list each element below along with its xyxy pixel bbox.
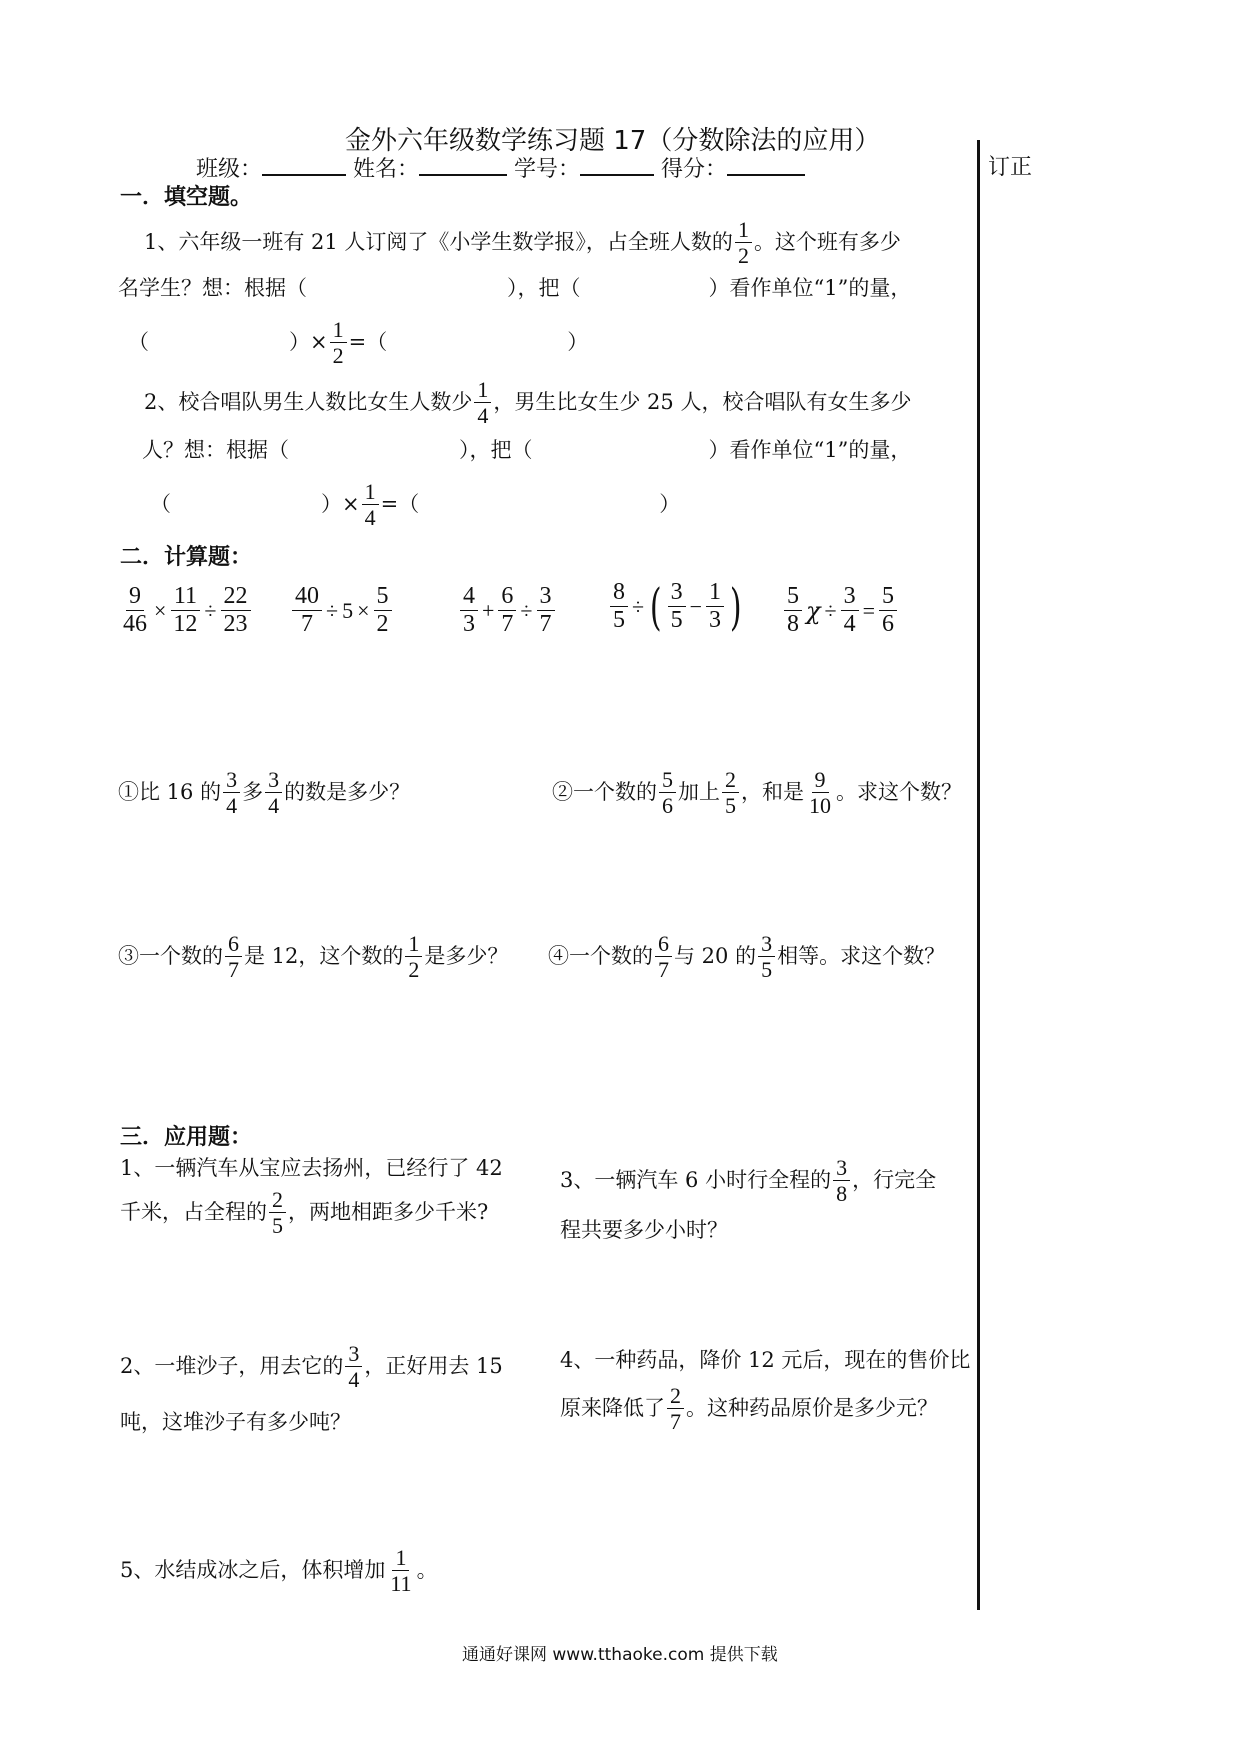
frac-num: 40 [292, 584, 322, 611]
section1-heading: 一．填空题。 [120, 185, 253, 210]
frac-den: 7 [539, 611, 552, 638]
left-paren: ( [649, 577, 662, 636]
aq5-text-b: 。 [416, 1558, 438, 1583]
frac-den: 46 [123, 611, 147, 638]
s1-q1-text-b: 。这个班有多少 [753, 230, 901, 255]
frac-num: 3 [345, 1342, 362, 1367]
frac-den: 5 [613, 607, 625, 634]
p3-text-c: 是多少？ [424, 944, 509, 969]
frac-num: 1 [392, 1546, 409, 1571]
frac-den: 5 [272, 1213, 283, 1239]
frac-den: 5 [670, 607, 683, 634]
s1-q1-line3 [128, 318, 588, 367]
name-label: 姓名： [353, 157, 420, 182]
frac-den: 5 [725, 793, 736, 819]
frac-num: 1 [362, 480, 379, 505]
frac-den: 4 [477, 403, 489, 429]
calc-expr-5 [782, 584, 899, 637]
frac-num: 3 [833, 1156, 850, 1181]
frac-den: 2 [737, 243, 749, 269]
frac-num: 6 [225, 932, 242, 957]
s1-q1-l3a: （ [128, 330, 149, 355]
frac-den: 7 [670, 1409, 681, 1435]
app-q2-line1 [120, 1342, 503, 1391]
problem-2 [552, 768, 962, 817]
p2-text-b: 加上 [678, 780, 720, 805]
frac-num: 9 [126, 584, 144, 611]
frac-den: 4 [364, 505, 376, 531]
aq2-text-b: ，正好用去 15 [364, 1354, 503, 1379]
frac-num: 22 [221, 584, 251, 611]
class-blank[interactable] [262, 156, 346, 176]
s1-q2-text-a: 2、校合唱队男生人数比女生人数少 [144, 390, 473, 415]
frac-den: 5 [761, 957, 773, 983]
frac-den: 7 [228, 957, 239, 983]
number-blank[interactable] [580, 156, 654, 176]
frac-num: 1 [405, 932, 422, 957]
operator: ÷ [326, 597, 339, 623]
fraction [474, 378, 491, 427]
frac-num: 5 [784, 584, 802, 611]
p1-text-c: 的数是多少？ [284, 780, 411, 805]
frac-den: 2 [376, 611, 389, 638]
section3-heading: 三．应用题： [120, 1125, 253, 1150]
score-label: 得分： [661, 157, 728, 182]
variable-x: χ [806, 596, 821, 625]
footer-credit: 通通好课网 www.tthaoke.com 提供下载 [462, 1645, 778, 1665]
app-q1-line1: 1、一辆汽车从宝应去扬州，已经行了 42 [120, 1156, 503, 1180]
problem-4 [548, 932, 945, 981]
frac-den: 3 [709, 607, 722, 634]
student-info-row [196, 152, 805, 183]
p4-text-c: 相等。求这个数？ [777, 944, 946, 969]
frac-den: 2 [332, 343, 344, 369]
frac-den: 7 [658, 957, 669, 983]
app-q3-line2: 程共要多少小时？ [560, 1218, 728, 1242]
operator: − [689, 593, 703, 619]
frac-num: 1 [474, 378, 491, 403]
operator: = [862, 597, 876, 623]
s1-q1-l3d: ） [567, 330, 589, 355]
frac-den: 7 [301, 611, 313, 638]
operator: ÷ [632, 593, 645, 619]
operator: × [154, 597, 167, 623]
aq1-text-a: 千米，占全程的 [120, 1200, 267, 1225]
frac-den: 6 [882, 611, 895, 638]
s1-q2-l3d: ） [659, 492, 681, 517]
frac-num: 11 [171, 584, 200, 611]
frac-den: 4 [843, 611, 856, 638]
frac-num: 8 [610, 580, 628, 607]
aq3-text-b: ，行完全 [852, 1168, 937, 1193]
frac-den: 4 [348, 1367, 360, 1393]
frac-den: 8 [836, 1181, 848, 1207]
frac-num: 3 [668, 580, 686, 607]
operator: ÷ [204, 597, 217, 623]
score-blank[interactable] [727, 156, 805, 176]
frac-den: 10 [809, 793, 831, 819]
p1-text-a: ①比 16 的 [118, 780, 222, 805]
frac-num: 1 [706, 580, 724, 607]
app-q4-line2 [560, 1384, 938, 1433]
frac-num: 5 [374, 584, 392, 611]
s1-q2-l3a: （ [150, 492, 171, 517]
problem-3 [118, 932, 508, 981]
frac-den: 12 [173, 611, 198, 638]
name-blank[interactable] [419, 156, 507, 176]
calc-expr-1 [118, 584, 253, 637]
frac-den: 7 [501, 611, 514, 638]
s1-q2-line2 [142, 440, 911, 461]
frac-num: 3 [841, 584, 859, 611]
frac-den: 2 [408, 957, 420, 983]
frac-num: 5 [659, 768, 676, 793]
s1-q1-l2c: ）看作单位“1”的量， [708, 276, 912, 300]
frac-num: 3 [265, 768, 282, 793]
frac-num: 2 [667, 1384, 684, 1409]
s1-q2-line1 [144, 378, 911, 427]
frac-den: 8 [787, 611, 799, 638]
s1-q2-l2c: ）看作单位“1”的量， [708, 438, 912, 462]
operator: ÷ [520, 597, 533, 623]
frac-num: 2 [722, 768, 739, 793]
calc-expr-3 [458, 584, 557, 637]
operator: + [482, 597, 495, 623]
app-q1-line2 [120, 1188, 488, 1237]
frac-num: 6 [498, 584, 516, 611]
p2-text-c: ，和是 [741, 780, 804, 805]
p3-text-a: ③一个数的 [118, 944, 223, 969]
s1-q1-line1 [144, 218, 901, 267]
aq5-text-a: 5、水结成冰之后，体积增加 [120, 1558, 386, 1583]
problem-1 [118, 768, 410, 817]
calc-expr-2 [290, 584, 394, 637]
aq4-text-a: 原来降低了 [560, 1396, 665, 1421]
page-title: 金外六年级数学练习题 17（分数除法的应用） [345, 126, 881, 156]
app-q5 [120, 1546, 438, 1595]
calc-expr-4 [608, 577, 746, 636]
s1-q2-l3c: =（ [380, 492, 420, 517]
frac-den: 4 [268, 793, 280, 819]
aq2-text-a: 2、一堆沙子，用去它的 [120, 1354, 344, 1379]
frac-num: 3 [758, 932, 775, 957]
s1-q2-text-b: ，男生比女生少 25 人，校合唱队有女生多少 [493, 390, 912, 415]
p1-text-b: 多 [242, 780, 264, 805]
fraction [735, 218, 752, 267]
fraction [362, 480, 379, 529]
s1-q1-l3c: =（ [348, 330, 388, 355]
number: 5 [342, 597, 354, 623]
operator: × [357, 597, 370, 623]
s1-q1-l2a: 名学生？想：根据（ [118, 276, 307, 300]
s1-q1-text-a: 1、六年级一班有 21 人订阅了《小学生数学报》，占全班人数的 [144, 230, 733, 255]
p4-text-b: 与 20 的 [674, 944, 757, 969]
frac-den: 23 [223, 611, 248, 638]
frac-num: 5 [879, 584, 897, 611]
number-label: 学号： [514, 157, 581, 182]
app-q2-line2: 吨，这堆沙子有多少吨？ [120, 1410, 351, 1434]
p4-text-a: ④一个数的 [548, 944, 653, 969]
s1-q2-l2b: ），把（ [459, 438, 533, 462]
class-label: 班级： [196, 157, 263, 182]
frac-num: 4 [460, 584, 478, 611]
aq4-text-b: 。这种药品原价是多少元？ [686, 1396, 938, 1421]
s1-q2-line3 [150, 480, 680, 529]
operator: ÷ [824, 597, 837, 623]
correction-label: 订正 [988, 155, 1033, 180]
s1-q1-line2 [118, 278, 911, 299]
frac-num: 9 [812, 768, 829, 793]
p2-text-a: ②一个数的 [552, 780, 657, 805]
frac-num: 1 [735, 218, 752, 243]
frac-num: 3 [223, 768, 240, 793]
p2-text-d: 。求这个数？ [836, 780, 962, 805]
s1-q1-l2b: ），把（ [507, 276, 581, 300]
app-q4-line1: 4、一种药品，降价 12 元后，现在的售价比 [560, 1348, 971, 1372]
frac-num: 6 [655, 932, 672, 957]
frac-den: 11 [390, 1571, 412, 1597]
frac-num: 2 [269, 1188, 286, 1213]
app-q3-line1 [560, 1156, 936, 1205]
section2-heading: 二．计算题： [120, 545, 253, 570]
p3-text-b: 是 12，这个数的 [244, 944, 404, 969]
aq1-text-b: ，两地相距多少千米? [288, 1200, 489, 1225]
frac-den: 4 [226, 793, 238, 819]
s1-q1-l3b: ）× [289, 330, 328, 355]
correction-divider [977, 140, 980, 1610]
fraction [330, 318, 347, 367]
frac-num: 3 [537, 584, 555, 611]
frac-den: 6 [662, 793, 673, 819]
s1-q2-l2a: 人？想：根据（ [142, 438, 289, 462]
right-paren: ) [729, 577, 742, 636]
frac-den: 3 [463, 611, 475, 638]
frac-num: 1 [330, 318, 347, 343]
aq3-text-a: 3、一辆汽车 6 小时行全程的 [560, 1168, 832, 1193]
s1-q2-l3b: ）× [321, 492, 360, 517]
